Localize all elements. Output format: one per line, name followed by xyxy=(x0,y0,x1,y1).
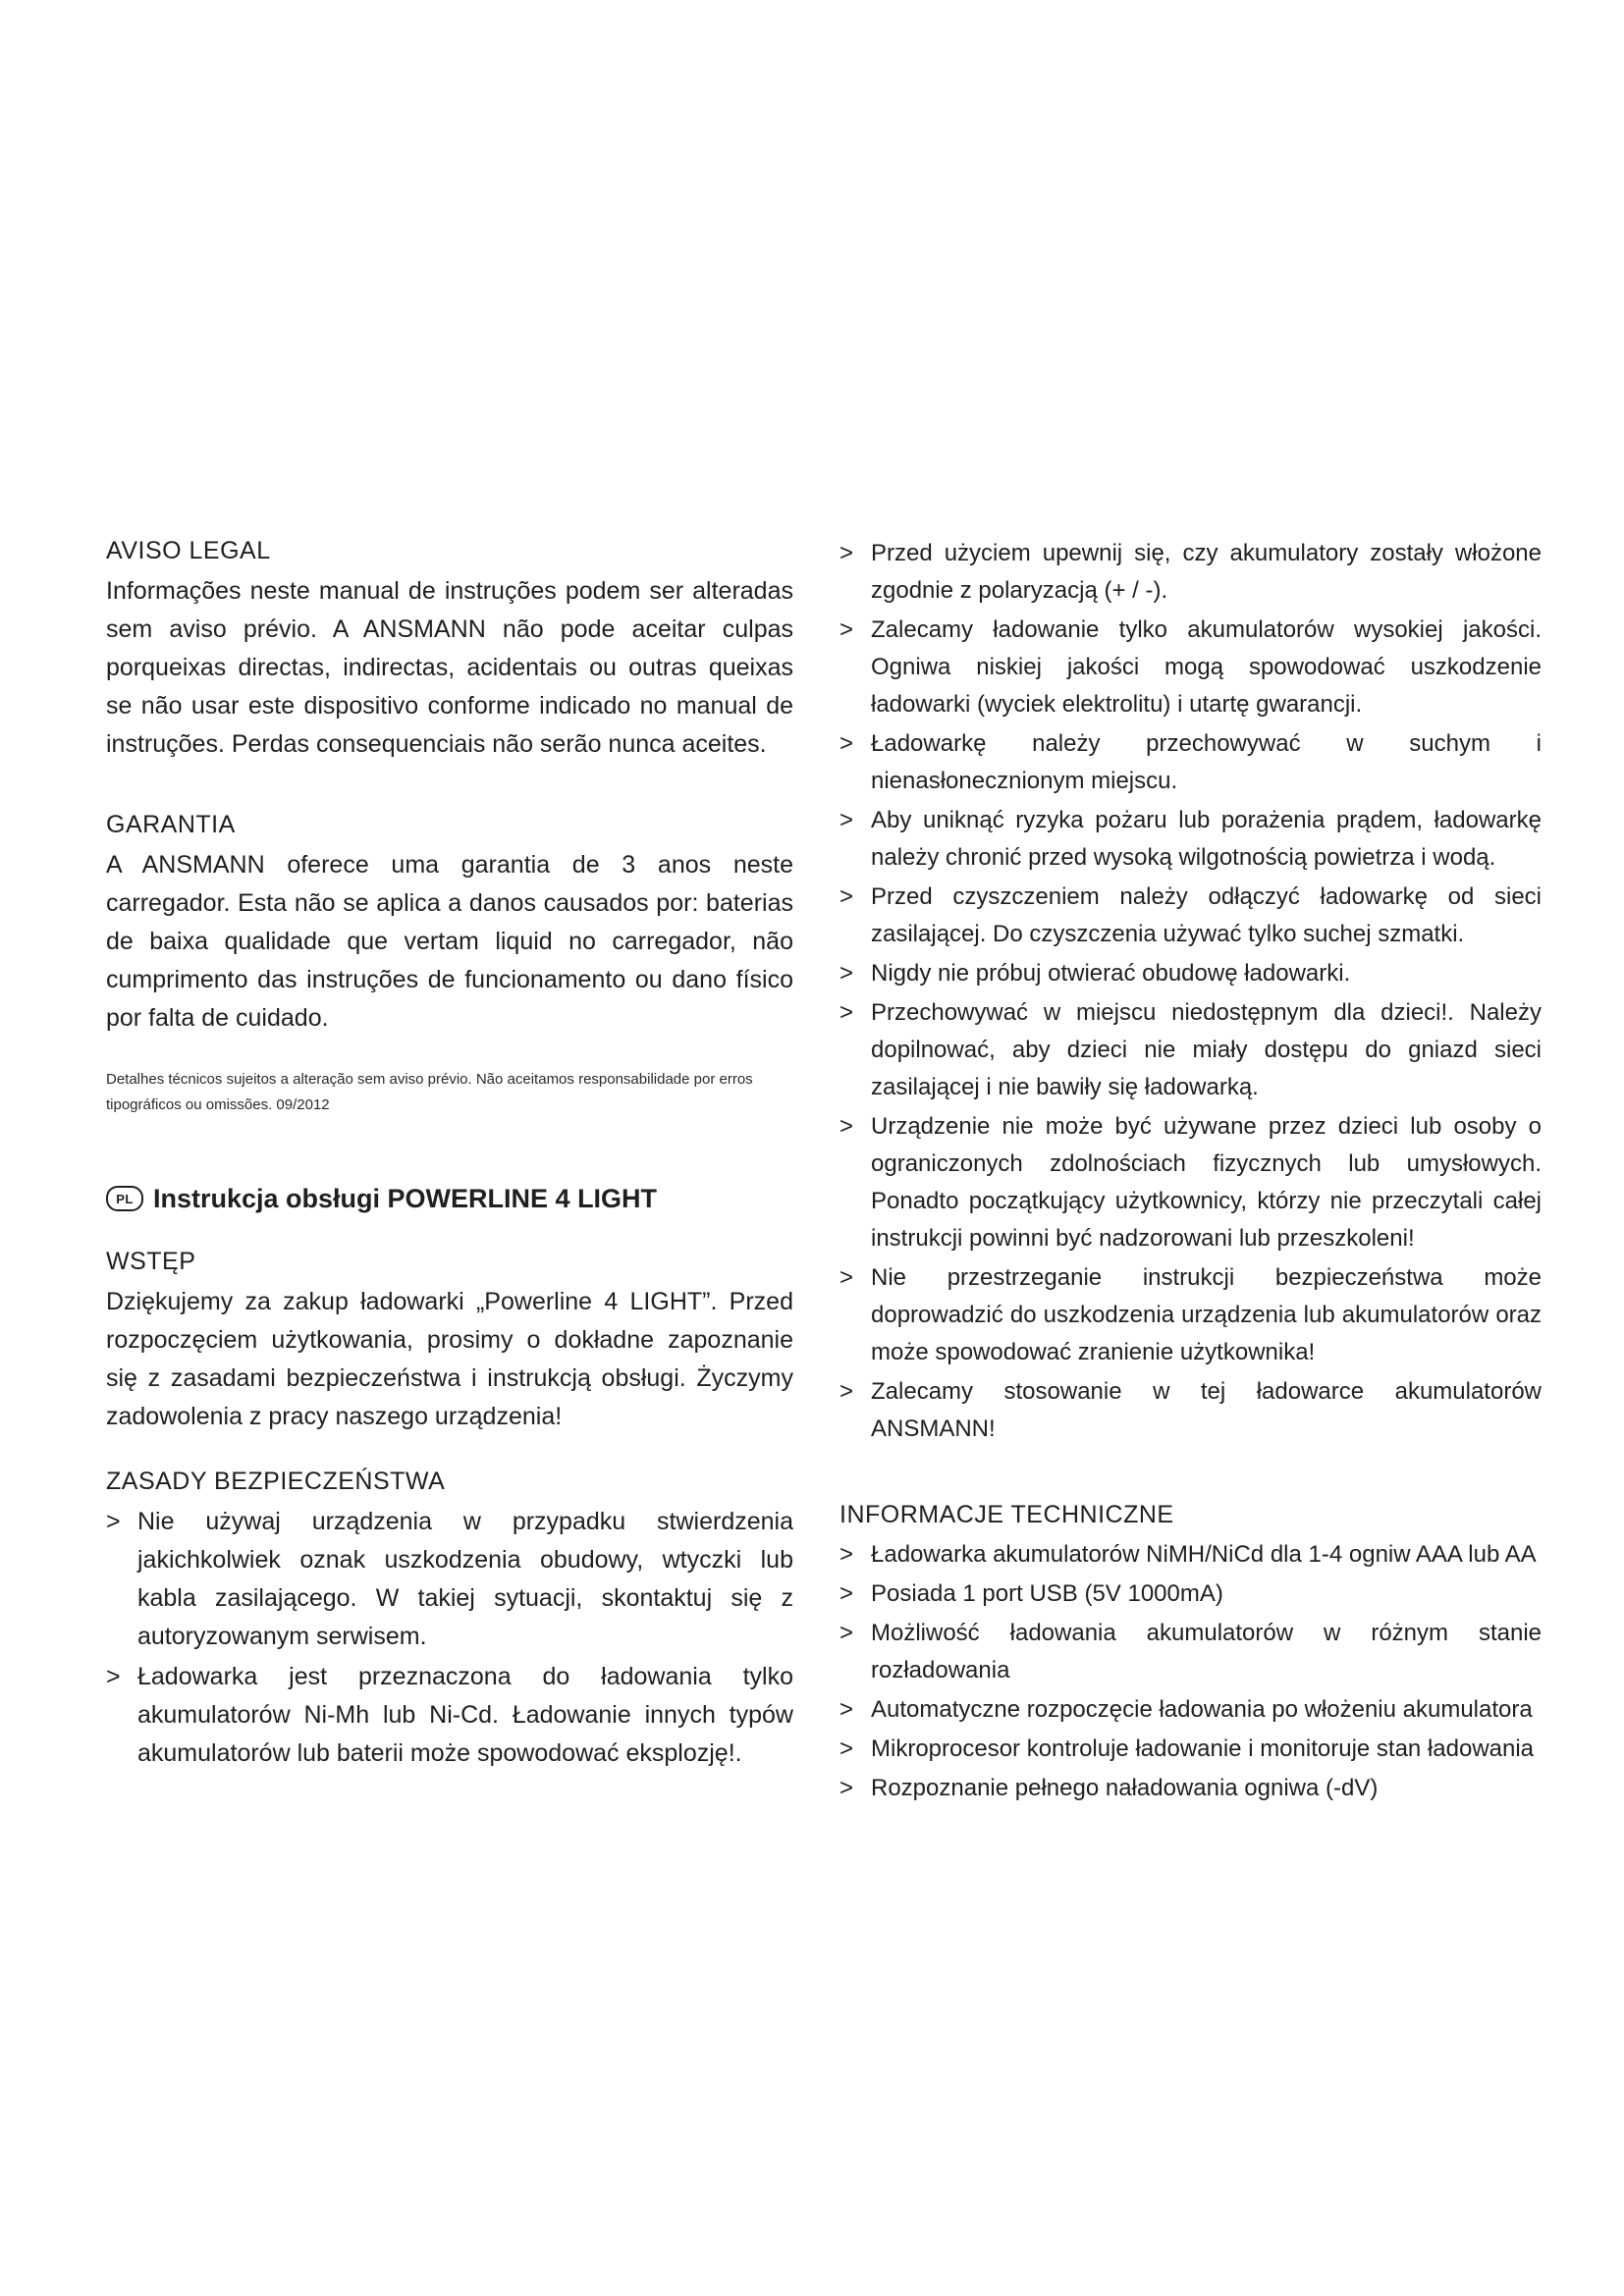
aviso-legal-text: Informações neste manual de instruções podem ser alteradas sem aviso prévio. A ANSMANN não pode aceitar culpas porqueixas directas, indirectas, acidentais ou outras queixas se não usar este dispositivo conforme indicado no manual de instruções. Perdas consequenciais não serão nunca aceites. xyxy=(106,577,793,758)
aviso-legal-heading: AVISO LEGAL xyxy=(106,537,271,564)
list-item: > Nigdy nie próbuj otwierać obudowę ładowarki. xyxy=(839,955,1542,992)
list-item: > Zalecamy stosowanie w tej ładowarce akumulatorów ANSMANN! xyxy=(839,1373,1542,1448)
list-item: > Aby uniknąć ryzyka pożaru lub porażenia prądem, ładowarkę należy chronić przed wysoką wilgotnością powietrza i wodą. xyxy=(839,802,1542,877)
garantia-text: A ANSMANN oferece uma garantia de 3 anos neste carregador. Esta não se aplica a danos causados por: baterias de baixa qualidade que vertam liquid no carregador, não cumprimento das instruções de funcionamento ou dano físico por falta de cuidado. xyxy=(106,851,793,1032)
garantia-section xyxy=(106,809,793,1038)
list-item: > Posiada 1 port USB (5V 1000mA) xyxy=(839,1575,1542,1613)
list-item: > Nie przestrzeganie instrukcji bezpieczeństwa może doprowadzić do uszkodzenia urządzenia lub akumulatorów oraz może spowodować zranienie użytkownika! xyxy=(839,1259,1542,1371)
manual-title-row xyxy=(106,1181,793,1216)
list-item: > Przechowywać w miejscu niedostępnym dla dzieci!. Należy dopilnować, aby dzieci nie miały dostępu do gniazd sieci zasilającej i nie bawiły się ładowarką. xyxy=(839,994,1542,1106)
aviso-legal-section xyxy=(106,535,793,764)
right-column xyxy=(839,535,1542,1809)
list-item: > Nie używaj urządzenia w przypadku stwierdzenia jakichkolwiek oznak uszkodzenia obudowy, wtyczki lub kabla zasilającego. W takiej sytuacji, skontaktuj się z autoryzowanym serwisem. xyxy=(106,1503,793,1656)
list-item: > Ładowarka akumulatorów NiMH/NiCd dla 1-4 ogniw AAA lub AA xyxy=(839,1536,1542,1574)
zasady-heading: ZASADY BEZPIECZEŃSTWA xyxy=(106,1468,446,1495)
bullet-arrow-icon: > xyxy=(839,807,854,833)
list-item: > Mikroprocesor kontroluje ładowanie i monitoruje stan ładowania xyxy=(839,1731,1542,1768)
bullet-arrow-icon: > xyxy=(839,1378,854,1405)
bullet-arrow-icon: > xyxy=(839,1264,854,1291)
list-item: > Przed czyszczeniem należy odłączyć ładowarkę od sieci zasilającej. Do czyszczenia używać tylko suchej szmatki. xyxy=(839,879,1542,953)
list-item: > Możliwość ładowania akumulatorów w różnym stanie rozładowania xyxy=(839,1615,1542,1689)
list-item: > Rozpoznanie pełnego naładowania ogniwa (-dV) xyxy=(839,1770,1542,1807)
manual-title: Instrukcja obsługi POWERLINE 4 LIGHT xyxy=(153,1184,658,1213)
left-column xyxy=(106,535,793,1775)
tech-info-section xyxy=(839,1499,1542,1807)
bullet-arrow-icon: > xyxy=(839,960,854,987)
wstep-section xyxy=(106,1246,793,1436)
bullet-arrow-icon: > xyxy=(839,1775,854,1801)
list-item: > Przed użyciem upewnij się, czy akumulatory zostały włożone zgodnie z polaryzacją (+ / -). xyxy=(839,535,1542,610)
list-item: > Ładowarka jest przeznaczona do ładowania tylko akumulatorów Ni-Mh lub Ni-Cd. Ładowanie innych typów akumulatorów lub baterii może spowodować eksplozję!. xyxy=(106,1658,793,1773)
safety-list xyxy=(839,535,1542,1448)
zasady-list xyxy=(106,1503,793,1773)
bullet-arrow-icon: > xyxy=(839,1541,854,1568)
bullet-arrow-icon: > xyxy=(839,1696,854,1723)
bullet-arrow-icon: > xyxy=(106,1508,121,1535)
tech-info-heading: INFORMACJE TECHNICZNE xyxy=(839,1501,1174,1528)
bullet-arrow-icon: > xyxy=(106,1663,121,1690)
bullet-arrow-icon: > xyxy=(839,883,854,910)
garantia-heading: GARANTIA xyxy=(106,811,236,838)
zasady-section xyxy=(106,1466,793,1773)
list-item: > Ładowarkę należy przechowywać w suchym i nienasłonecznionym miejscu. xyxy=(839,725,1542,800)
pl-language-icon: PL xyxy=(106,1186,143,1211)
bullet-arrow-icon: > xyxy=(839,540,854,566)
list-item: > Urządzenie nie może być używane przez dzieci lub osoby o ograniczonych zdolnościach fizycznych lub umysłowych. Ponadto początkujący użytkownicy, którzy nie przeczytali całej instrukcji powinni być nadzorowani lub przeszkoleni! xyxy=(839,1108,1542,1257)
bullet-arrow-icon: > xyxy=(839,730,854,757)
bullet-arrow-icon: > xyxy=(839,1620,854,1646)
tech-list xyxy=(839,1536,1542,1807)
list-item: > Automatyczne rozpoczęcie ładowania po włożeniu akumulatora xyxy=(839,1691,1542,1729)
wstep-text: Dziękujemy za zakup ładowarki „Powerline 4 LIGHT”. Przed rozpoczęciem użytkowania, prosimy o dokładne zapoznanie się z zasadami bezpieczeństwa i instrukcją obsługi. Życzymy zadowolenia z pracy naszego urządzenia! xyxy=(106,1288,793,1430)
bullet-arrow-icon: > xyxy=(839,616,854,643)
list-item: > Zalecamy ładowanie tylko akumulatorów wysokiej jakości. Ogniwa niskiej jakości mogą spowodować uszkodzenie ładowarki (wyciek elektrolitu) i utartę gwarancji. xyxy=(839,612,1542,723)
fine-print: Detalhes técnicos sujeitos a alteração sem aviso prévio. Não aceitamos responsabilidade por erros tipográficos ou omissões. 09/2012 xyxy=(106,1071,753,1113)
bullet-arrow-icon: > xyxy=(839,1580,854,1607)
bullet-arrow-icon: > xyxy=(839,1113,854,1140)
bullet-arrow-icon: > xyxy=(839,1735,854,1762)
bullet-arrow-icon: > xyxy=(839,999,854,1026)
wstep-heading: WSTĘP xyxy=(106,1248,196,1275)
